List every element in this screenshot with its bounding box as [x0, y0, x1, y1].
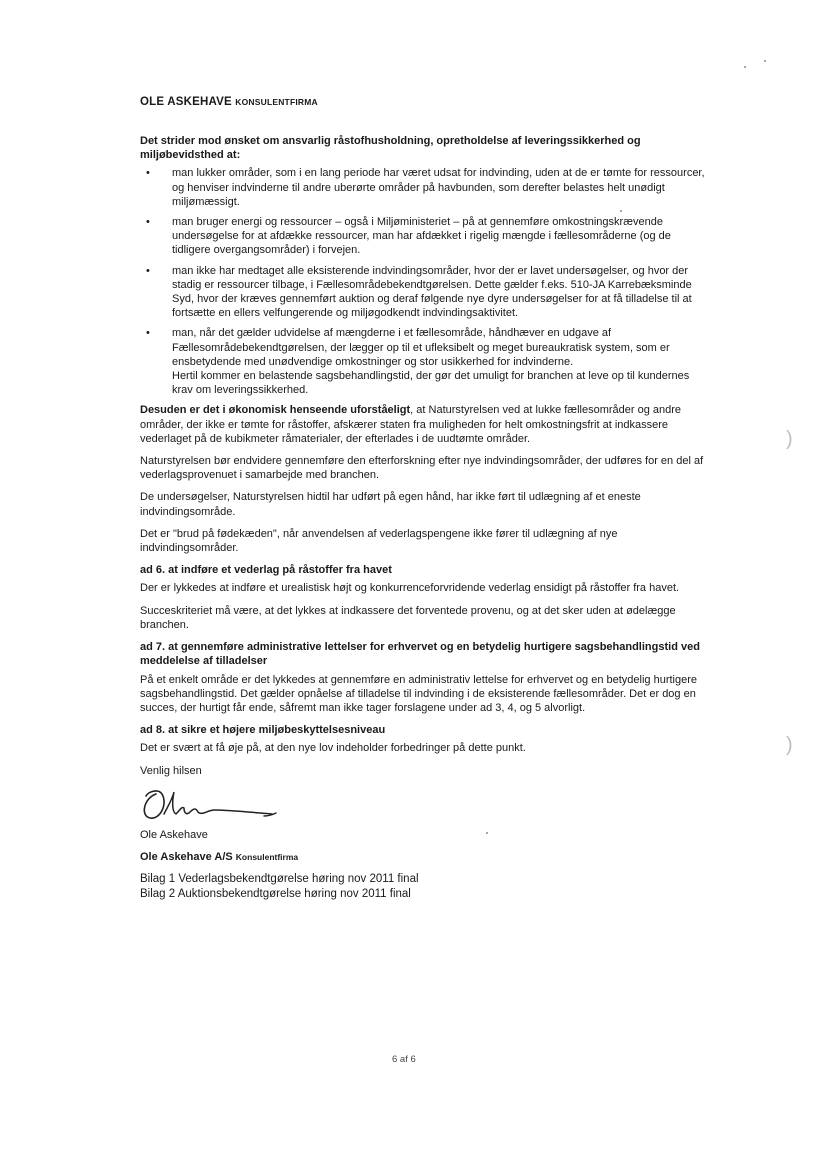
- letterhead-name: OLE ASKEHAVE: [140, 96, 232, 108]
- scan-margin-mark: ): [786, 734, 793, 756]
- signature-name: Ole Askehave: [140, 828, 208, 841]
- list-item: [140, 215, 706, 258]
- scan-speck: [486, 832, 488, 834]
- food-chain-paragraph: Det er "brud på fødekæden", når anvendelsen af vederlagspengene ikke fører til udlægning af nye indvindingsområder.: [140, 527, 618, 555]
- page-number: 6 af 6: [392, 1054, 416, 1065]
- list-item: [140, 166, 706, 209]
- closing-greeting: Venlig hilsen: [140, 764, 202, 777]
- scan-speck: [764, 60, 766, 62]
- section-6-paragraph-2: Succeskriteriet må være, at det lykkes at indkassere det forventede provenu, og at det sker uden at ødelægge branchen.: [140, 604, 676, 631]
- handwritten-signature: [140, 786, 706, 828]
- section-8-heading: ad 8. at sikre et højere miljøbeskyttelsesniveau: [140, 724, 386, 737]
- bullet-icon: •: [146, 264, 150, 277]
- letter-body: [140, 134, 706, 902]
- signature-company-suffix: Konsulentfirma: [235, 851, 299, 862]
- scan-margin-mark: ): [786, 428, 793, 450]
- signature-icon: [138, 786, 288, 828]
- letterhead-subtitle: KONSULENTFIRMA: [235, 97, 318, 107]
- section-6-paragraph-1: Der er lykkedes at indføre et urealistisk højt og konkurrenceforvridende vederlag ensidigt på råstoffer fra havet.: [140, 582, 680, 595]
- attachment-1: Bilag 1 Vederlagsbekendtgørelse høring nov 2011 final: [140, 873, 419, 886]
- list-item-text: man, når det gælder udvidelse af mængderne i et fællesområde, håndhæver en udgave af Fællesområdebekendtgørelsen, der lægger op til et ufleksibelt og meget bureaukratisk system, som er ensbetydende med unødvendige omkostninger og stor usikkerhed for indvinderne.: [172, 327, 670, 368]
- economic-paragraph-lead: Desuden er det i økonomisk henseende uforståeligt: [140, 404, 411, 417]
- list-item-text: man lukker områder, som i en lang periode har været udsat for indvinding, uden at de er tømte for ressourcer, og henviser indvinderne til andre uberørte områder på havbunden, som derefter belastes helt unødigt miljømæssigt.: [172, 167, 705, 208]
- bullet-icon: •: [146, 167, 150, 180]
- scan-speck: [620, 210, 622, 212]
- scan-speck: [744, 66, 746, 68]
- research-paragraph: Naturstyrelsen bør endvidere gennemføre den efterforskning efter nye indvindingsområder, der udføres for en del af vederlagsprovenuet i samarbejde med branchen.: [140, 455, 704, 482]
- list-item-text: man bruger energi og ressourcer – også i Miljøministeriet – på at gennemføre omkostningskrævende undersøgelse for at afdække ressourcer, man har afdækket i rigelig mængde i fællesområderne (og de tidligere overgangsområder) i forvejen.: [172, 216, 671, 257]
- section-7-paragraph: På et enkelt område er det lykkedes at gennemføre en administrativ lettelse for erhvervet og en betydelig hurtigere sagsbehandlingstid. Det gælder opnåelse af tilladelse til indvinding i de eksisterende fællesområder. Det er dog en succes, der hurtigt får ende, såfremt man ikke tager forslagene under ad 3, 4, og 5 alvorligt.: [140, 673, 698, 714]
- list-item-text: man ikke har medtaget alle eksisterende indvindingsområder, hvor der er lavet undersøgelser, og hvor der stadig er ressourcer tilbage, i Fællesområdebekendtgørelsen. Dette gælder f.eks. 510-JA Karrebæksminde Syd, hvor der kræves gennemført auktion og deraf følgende nye dyre undersøgelser for at få tilladelse til at fortsætte en ellers velfungerende og miljøgodkendt indvindingsaktivitet.: [172, 264, 692, 320]
- bullet-icon: •: [146, 216, 150, 229]
- list-item: [140, 264, 706, 321]
- section-7-heading: ad 7. at gennemføre administrative lettelser for erhvervet og en betydelig hurtigere sagsbehandlingstid ved meddelelse af tilladelser: [140, 641, 700, 668]
- attachments-list: [140, 872, 706, 902]
- list-item-extra-text: Hertil kommer en belastende sagsbehandlingstid, der gør det umuligt for branchen at leve op til kundernes krav om leveringssikkerhed.: [172, 370, 690, 397]
- bullet-icon: •: [146, 327, 150, 340]
- letterhead: [140, 96, 318, 108]
- concern-list: [140, 166, 706, 397]
- economic-paragraph: [140, 403, 706, 446]
- signature-company-name: Ole Askehave A/S: [140, 850, 233, 863]
- economic-paragraph-rest: , at Naturstyrelsen ved at lukke fællesområder og andre områder, der ikke er tømte for råstoffer, afskærer staten fra muligheden for helt omkostningsfrit at indkassere vederlaget på de kubikmeter råmaterialer, der efterlades i de uudtømte områder.: [140, 404, 682, 445]
- section-8-paragraph: Det er svært at få øje på, at den nye lov indeholder forbedringer på dette punkt.: [140, 742, 526, 755]
- intro-heading: Det strider mod ønsket om ansvarlig råstofhusholdning, opretholdelse af leveringssikkerhed og miljøbevidsthed at:: [140, 135, 641, 162]
- list-item: [140, 326, 706, 397]
- signature-company: [140, 850, 706, 864]
- surveys-paragraph: De undersøgelser, Naturstyrelsen hidtil har udført på egen hånd, har ikke ført til udlægning af et eneste indvindingsområde.: [140, 491, 641, 518]
- attachment-2: Bilag 2 Auktionsbekendtgørelse høring nov 2011 final: [140, 888, 411, 901]
- section-6-heading: ad 6. at indføre et vederlag på råstoffer fra havet: [140, 564, 392, 577]
